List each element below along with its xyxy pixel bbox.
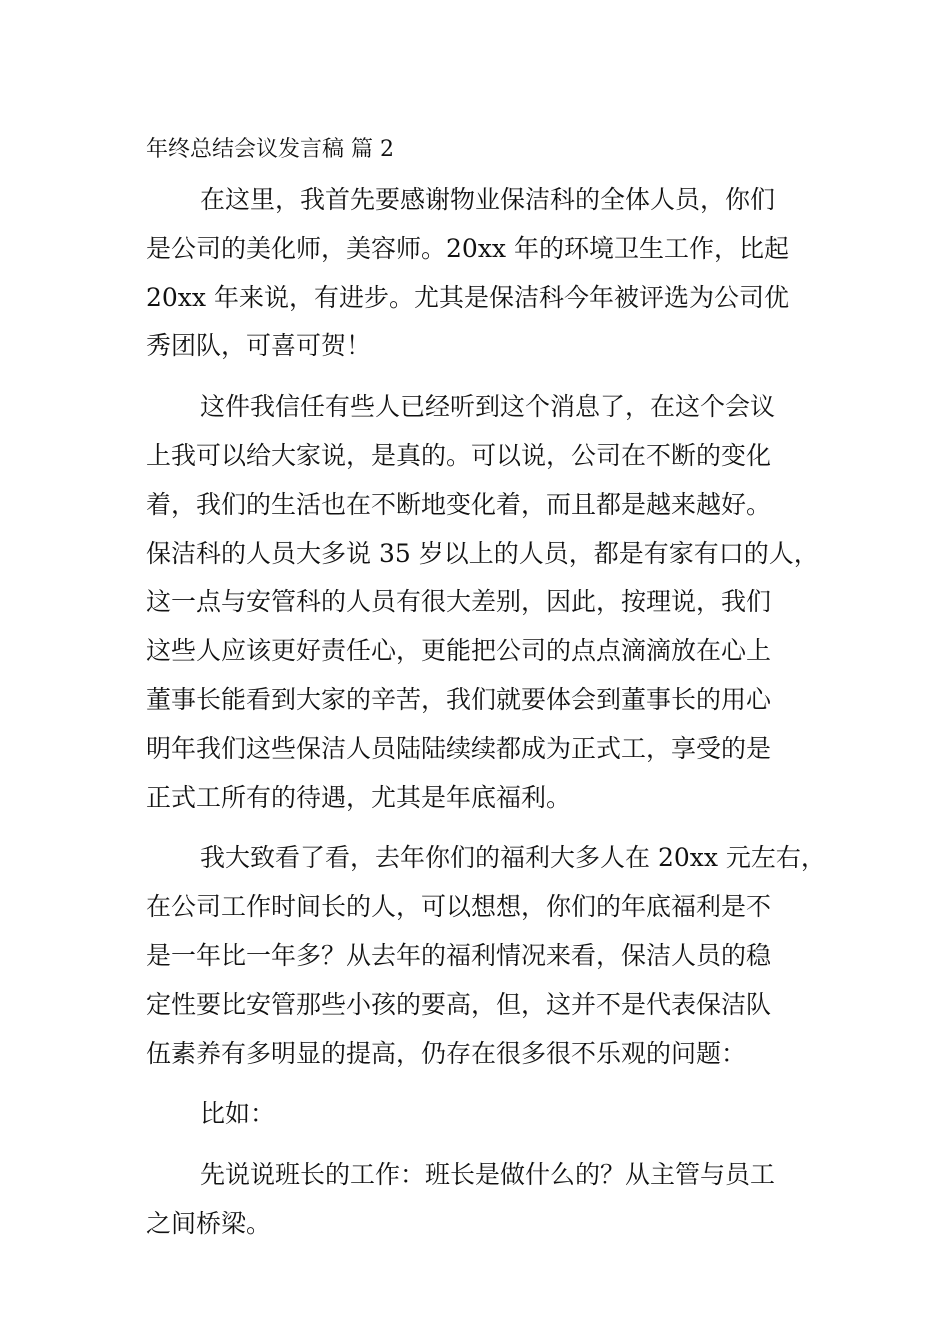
text-line: 我大致看了看，去年你们的福利大多人在 20xx 元左右， [200, 843, 826, 873]
paragraph-spacer [146, 822, 816, 834]
text-line: 这件我信任有些人已经听到这个消息了，在这个会议 [200, 392, 776, 422]
paragraph-3 [146, 834, 826, 1078]
text-line: 比如： [200, 1099, 276, 1129]
text-line: 明年我们这些保洁人员陆陆续续都成为正式工，享受的是 [146, 733, 772, 763]
text-line: 先说说班长的工作：班长是做什么的？从主管与员工 [200, 1160, 776, 1190]
text-line: 董事长能看到大家的辛苦，我们就要体会到董事长的用心 [146, 684, 772, 714]
paragraph-4 [146, 1090, 816, 1139]
text-line: 伍素养有多明显的提高，仍存在很多很不乐观的问题： [146, 1038, 747, 1068]
text-line: 之间桥梁。 [146, 1208, 272, 1238]
text-line: 这些人应该更好责任心，更能把公司的点点滴滴放在心上 [146, 636, 772, 666]
text-line: 在公司工作时间长的人，可以想想，你们的年底福利是不 [146, 892, 772, 922]
text-line: 保洁科的人员大多说 35 岁以上的人员，都是有家有口的人， [146, 538, 819, 568]
text-line: 上我可以给大家说，是真的。可以说，公司在不断的变化 [146, 440, 772, 470]
paragraph-2 [146, 383, 819, 822]
paragraph-spacer [146, 371, 816, 383]
document-title: 年终总结会议发言稿 篇 2 [146, 137, 394, 162]
text-line: 秀团队，可喜可贺！ [146, 331, 372, 361]
text-line: 着，我们的生活也在不断地变化着，而且都是越来越好。 [146, 489, 772, 519]
paragraph-spacer [146, 1078, 816, 1090]
text-line: 定性要比安管那些小孩的要高，但，这并不是代表保洁队 [146, 989, 772, 1019]
paragraph-1 [146, 176, 816, 371]
paragraph-spacer [146, 1139, 816, 1151]
text-line: 正式工所有的待遇，尤其是年底福利。 [146, 782, 572, 812]
text-line: 是公司的美化师，美容师。20xx 年的环境卫生工作，比起 [146, 233, 789, 263]
paragraph-5 [146, 1151, 816, 1249]
text-line: 这一点与安管科的人员有很大差别，因此，按理说，我们 [146, 587, 772, 617]
text-line: 在这里，我首先要感谢物业保洁科的全体人员，你们 [200, 185, 776, 214]
text-line: 20xx 年来说，有进步。尤其是保洁科今年被评选为公司优 [146, 282, 789, 312]
text-line: 是一年比一年多？从去年的福利情况来看，保洁人员的稳 [146, 940, 772, 970]
document-body [146, 176, 826, 1249]
